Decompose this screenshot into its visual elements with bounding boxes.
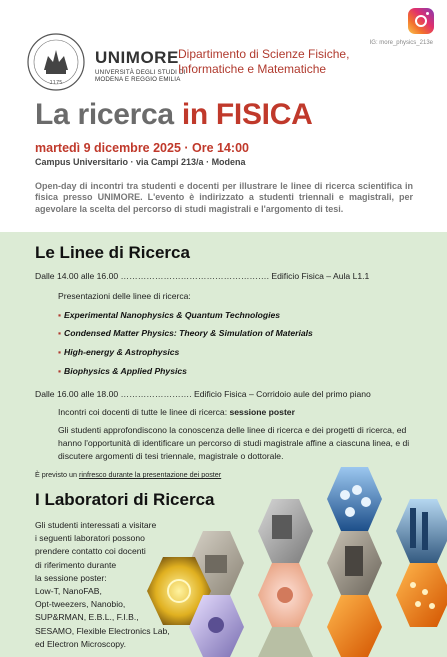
research-topic: ▪ Biophysics & Applied Physics <box>58 366 187 376</box>
slot-1-description: Presentazioni delle linee di ricerca: <box>58 291 191 301</box>
schedule-slot-1: Dalle 14.00 alle 16.00 ……………………………………………. Edificio Fisica – Aula L1.1 <box>35 271 370 281</box>
university-brand <box>95 48 186 83</box>
university-subtitle: UNIVERSITÀ DEGLI STUDI DI MODENA E REGGIO EMILIA <box>95 69 186 83</box>
refreshment-note: È previsto un rinfresco durante la presentazione dei poster <box>35 470 222 479</box>
labs-heading: I Laboratori di Ricerca <box>35 490 215 509</box>
event-title: La ricerca in FISICA <box>35 98 313 131</box>
instagram-icon[interactable] <box>408 8 434 34</box>
department-name: Dipartimento di Scienze Fisiche, Informatiche e Matematiche <box>178 47 350 76</box>
slot-2-description: Incontri coi docenti di tutte le linee di ricerca: sessione poster <box>58 407 295 417</box>
research-topic: ▪ Condensed Matter Physics: Theory & Simulation of Materials <box>58 328 313 338</box>
research-topic: ▪ Experimental Nanophysics & Quantum Technologies <box>58 310 280 320</box>
event-date: martedì 9 dicembre 2025 · Ore 14:00 <box>35 141 250 155</box>
svg-text:1175: 1175 <box>49 80 63 86</box>
university-name: UNIMORE <box>95 48 179 67</box>
labs-description: Gli studenti interessati a visitare i seguenti laboratori possono prendere contatto coi docenti di riferimento durante la sessione poster: Low-T, NanoFAB, Opt-tweezers, Nanobio, SUP&RMAN, E.B.L., F.I.B., SESAMO, Flexible Electronics Lab, ed Electron Microscopy. <box>35 520 170 649</box>
slot-2-paragraph: Gli studenti approfondiscono la conoscenza delle linee di ricerca e dei progetti di ricerca, ed hanno l'opportunità di identificare un percorso di studi magistrale affine a ciascuna linea, e di discutere argomenti di tesi triennale, magistrale o dottorale. <box>58 425 410 461</box>
schedule-slot-2: Dalle 16.00 alle 18.00 ……………………. Edificio Fisica – Corridoio aule del primo piano <box>35 389 371 399</box>
instagram-handle: IG: more_physics_213e <box>369 40 433 46</box>
event-intro: Open-day di incontri tra studenti e docenti per illustrare le linee di ricerca scientifica in fisica presso UNIMORE. L'evento è indirizzato a studenti triennali e magistrali, per agevolare la scelta del percorso di studi magistrali e l'argomento di tesi. <box>35 181 413 214</box>
research-topic: ▪ High-energy & Astrophysics <box>58 347 179 357</box>
header <box>0 0 447 92</box>
university-seal-icon <box>26 32 86 92</box>
event-place: Campus Universitario · via Campi 213/a · Modena <box>35 157 246 167</box>
research-lines-heading: Le Linee di Ricerca <box>35 243 190 262</box>
